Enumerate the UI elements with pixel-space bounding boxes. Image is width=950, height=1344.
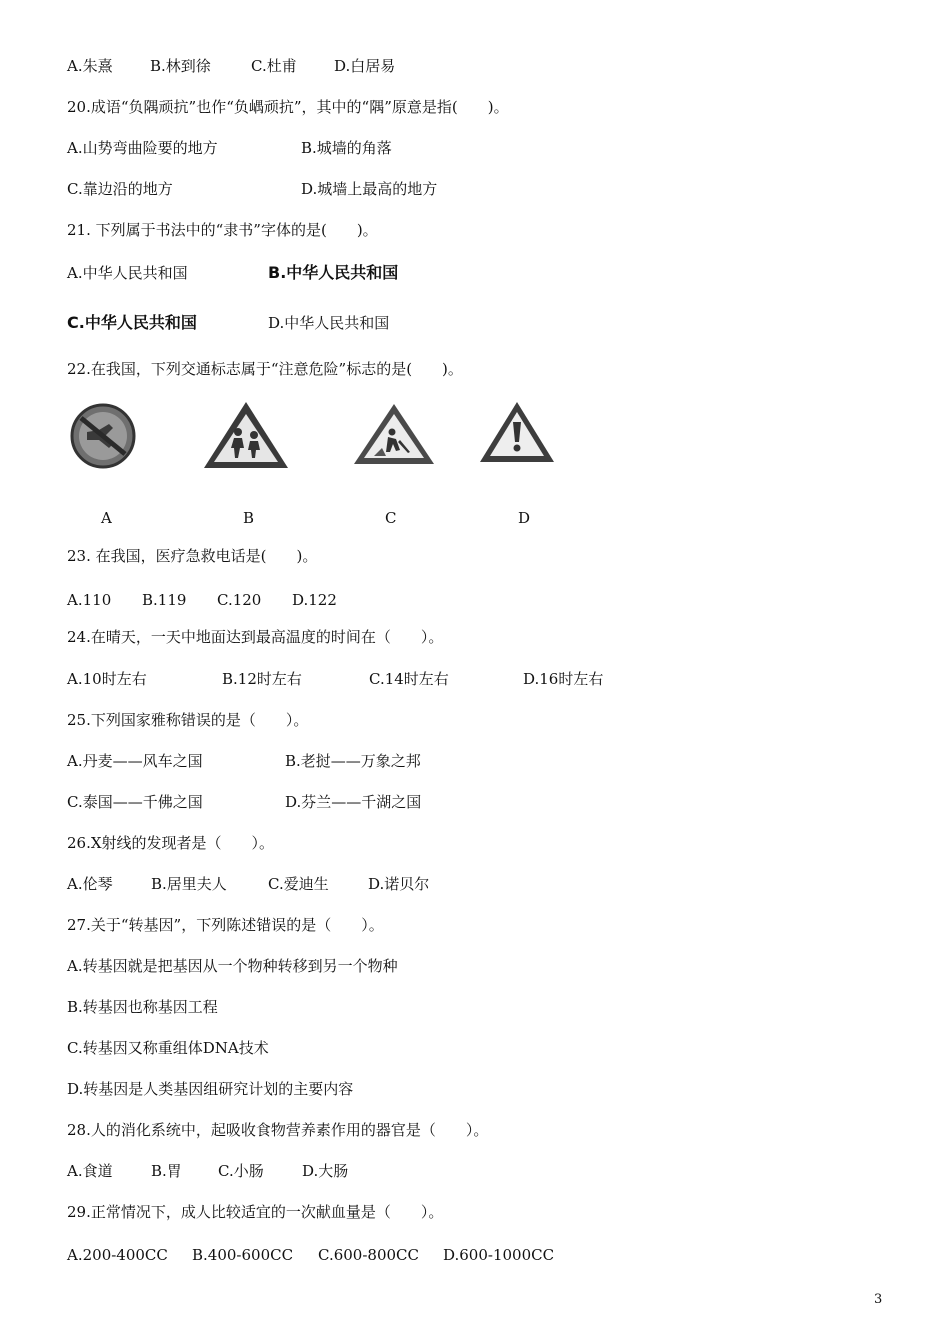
q21-option-d: D.中华人民共和国 — [268, 314, 390, 332]
q27-option-c: C.转基因又称重组体DNA技术 — [67, 1039, 269, 1057]
q23-option-a: A.110 — [67, 591, 112, 609]
q28-option-c: C.小肠 — [218, 1162, 264, 1180]
q26-option-a: A.伦琴 — [67, 875, 113, 893]
q20-option-a: A.山势弯曲险要的地方 — [67, 139, 218, 157]
q25-option-a: A.丹麦——风车之国 — [67, 752, 203, 770]
q22-question: 22.在我国，下列交通标志属于“注意危险”标志的是( )。 — [67, 360, 463, 378]
q29-question: 29.正常情况下，成人比较适宜的一次献血量是（ ）。 — [67, 1203, 444, 1221]
q19-option-b: B.林到徐 — [150, 57, 211, 75]
q21-option-b: B.中华人民共和国 — [268, 263, 399, 282]
q26-option-b: B.居里夫人 — [151, 875, 227, 893]
q20-option-c: C.靠边沿的地方 — [67, 180, 173, 198]
q19-option-d: D.白居易 — [334, 57, 396, 75]
q26-option-c: C.爱迪生 — [268, 875, 329, 893]
q29-option-a: A.200-400CC — [67, 1246, 168, 1264]
sign-label-b: B — [243, 509, 255, 527]
q29-option-d: D.600-1000CC — [443, 1246, 555, 1264]
road-works-sign-icon — [348, 400, 440, 470]
sign-label-a: A — [101, 509, 112, 527]
q20-option-b: B.城墙的角落 — [301, 139, 392, 157]
q19-option-a: A.朱熹 — [67, 57, 113, 75]
q23-option-d: D.122 — [292, 591, 337, 609]
q28-question: 28.人的消化系统中，起吸收食物营养素作用的器官是（ ）。 — [67, 1121, 489, 1139]
q26-question: 26.X射线的发现者是（ ）。 — [67, 834, 275, 852]
q21-option-a: A.中华人民共和国 — [67, 264, 188, 282]
q20-option-d: D.城墙上最高的地方 — [301, 180, 438, 198]
q23-option-b: B.119 — [142, 591, 187, 609]
q24-question: 24.在晴天，一天中地面达到最高温度的时间在（ ）。 — [67, 628, 444, 646]
q27-option-b: B.转基因也称基因工程 — [67, 998, 218, 1016]
q28-option-b: B.胃 — [151, 1162, 182, 1180]
q23-option-c: C.120 — [217, 591, 262, 609]
sign-label-d: D — [518, 509, 531, 527]
q23-question: 23. 在我国，医疗急救电话是( )。 — [67, 547, 318, 565]
q24-option-a: A.10时左右 — [67, 670, 147, 688]
page-number: 3 — [874, 1292, 883, 1307]
q26-option-d: D.诺贝尔 — [368, 875, 430, 893]
sign-label-c: C — [385, 509, 397, 527]
q20-question: 20.成语“负隅顽抗”也作“负嵎顽抗”，其中的“隅”原意是指( )。 — [67, 98, 509, 116]
q29-option-c: C.600-800CC — [318, 1246, 419, 1264]
q25-option-b: B.老挝——万象之邦 — [285, 752, 421, 770]
q29-option-b: B.400-600CC — [192, 1246, 294, 1264]
q21-question: 21. 下列属于书法中的“隶书”字体的是( )。 — [67, 221, 378, 239]
q24-option-b: B.12时左右 — [222, 670, 302, 688]
q19-option-c: C.杜甫 — [251, 57, 297, 75]
q25-option-d: D.芬兰——千湖之国 — [285, 793, 422, 811]
danger-warning-sign-icon — [476, 398, 558, 468]
q24-option-c: C.14时左右 — [369, 670, 449, 688]
q27-option-d: D.转基因是人类基因组研究计划的主要内容 — [67, 1080, 354, 1098]
no-horn-sign-icon — [65, 400, 143, 472]
q25-question: 25.下列国家雅称错误的是（ ）。 — [67, 711, 309, 729]
q27-option-a: A.转基因就是把基因从一个物种转移到另一个物种 — [67, 957, 398, 975]
q27-question: 27.关于“转基因”，下列陈述错误的是（ ）。 — [67, 916, 384, 934]
q28-option-d: D.大肠 — [302, 1162, 349, 1180]
q24-option-d: D.16时左右 — [523, 670, 604, 688]
q28-option-a: A.食道 — [67, 1162, 113, 1180]
q21-option-c: C.中华人民共和国 — [67, 313, 197, 332]
children-crossing-sign-icon — [200, 398, 292, 472]
q25-option-c: C.泰国——千佛之国 — [67, 793, 203, 811]
